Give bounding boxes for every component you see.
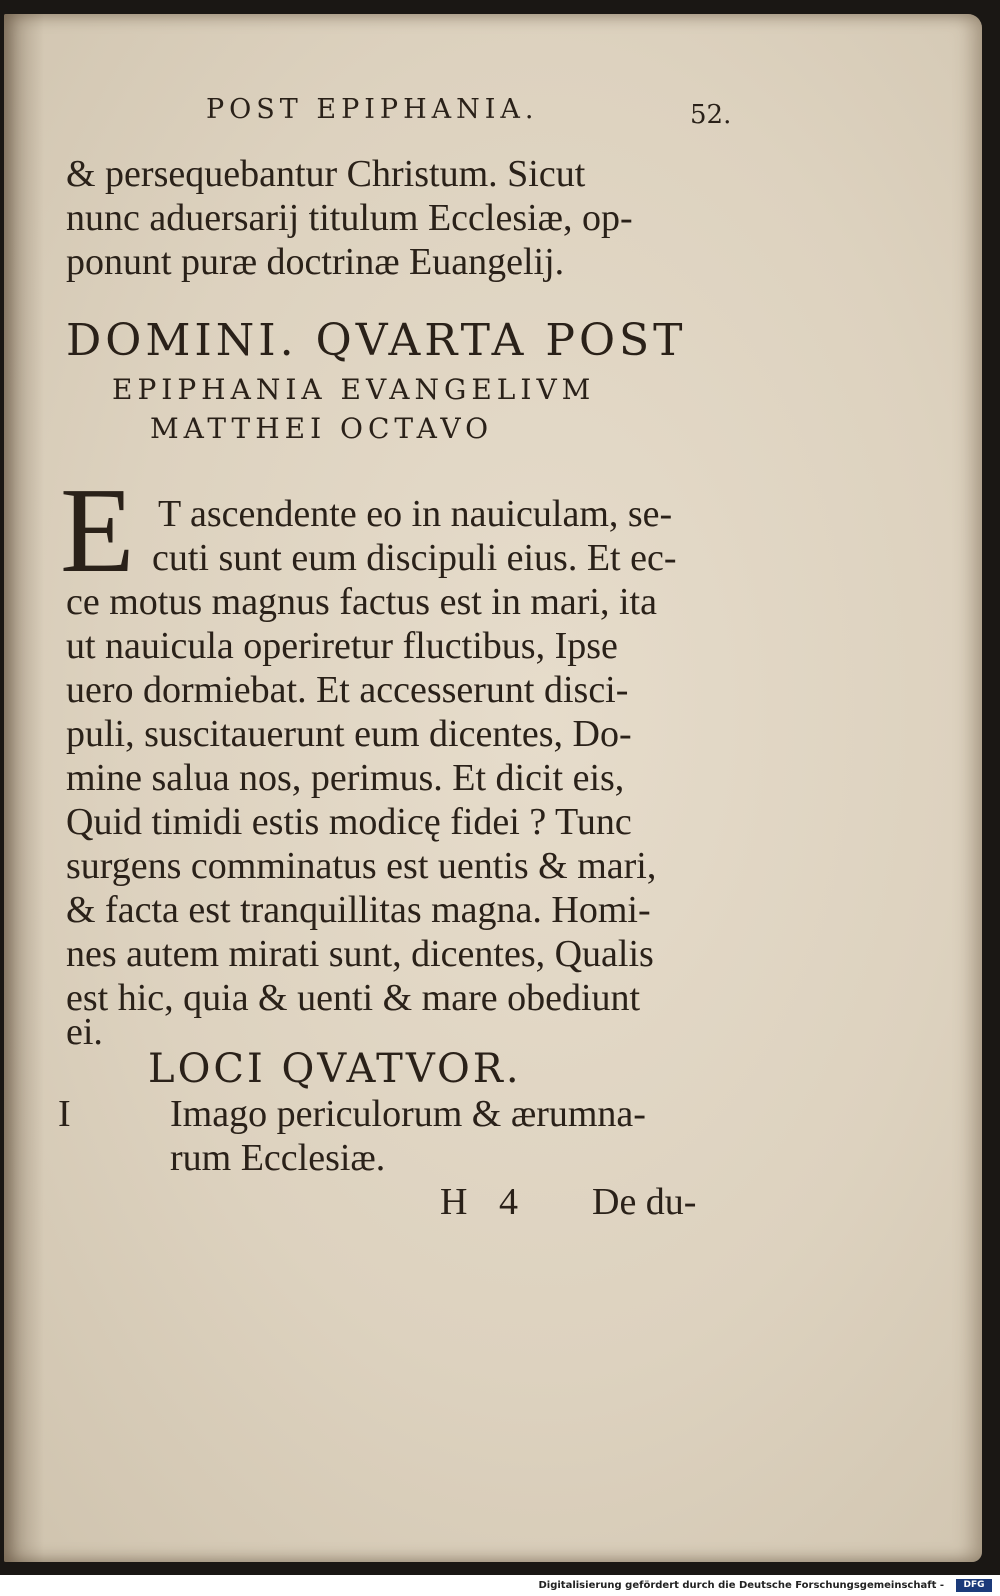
- gospel-line-9: surgens comminatus est uentis & mari,: [66, 845, 657, 887]
- loci-line-2: rum Ecclesiæ.: [170, 1137, 386, 1179]
- digitization-footer: [0, 1575, 1000, 1596]
- catchword: De du-: [592, 1181, 697, 1223]
- gospel-line-1: T ascendente eo in nauiculam, se-: [158, 493, 673, 535]
- initial-letter: E: [60, 463, 135, 598]
- intro-line-2: nunc aduersarij titulum Ecclesiæ, op-: [66, 197, 633, 239]
- dfg-logo: DFG: [956, 1579, 992, 1592]
- section-subtitle-2: MATTHEI OCTAVO: [150, 412, 494, 445]
- gospel-line-11: nes autem mirati sunt, dicentes, Qualis: [66, 933, 654, 975]
- gospel-line-12: est hic, quia & uenti & mare obediunt: [66, 977, 641, 1019]
- gospel-line-13: ei.: [66, 1011, 103, 1053]
- gospel-line-6: puli, suscitauerunt eum dicentes, Do-: [66, 713, 632, 755]
- loci-number: I: [58, 1093, 71, 1135]
- section-title: DOMINI. QVARTA POST: [66, 315, 687, 366]
- intro-line-3: ponunt puræ doctrinæ Euangelij.: [66, 241, 565, 283]
- section-subtitle-1: EPIPHANIA EVANGELIVM: [112, 373, 596, 406]
- gospel-line-7: mine salua nos, perimus. Et dicit eis,: [66, 757, 625, 799]
- gospel-line-4: ut nauicula operiretur fluctibus, Ipse: [66, 625, 618, 667]
- loci-heading: LOCI QVATVOR.: [148, 1046, 522, 1092]
- gospel-line-3: ce motus magnus factus est in mari, ita: [66, 581, 657, 623]
- gospel-line-8: Quid timidi estis modicę fidei ? Tunc: [66, 801, 632, 843]
- intro-line-1: & persequebantur Christum. Sicut: [66, 153, 586, 195]
- page-number: 52.: [690, 100, 732, 130]
- gospel-line-2: cuti sunt eum discipuli eius. Et ec-: [152, 537, 677, 579]
- loci-line-1: Imago periculorum & ærumna-: [170, 1093, 646, 1135]
- gospel-line-5: uero dormiebat. Et accesserunt disci-: [66, 669, 629, 711]
- running-head: POST EPIPHANIA.: [206, 94, 539, 125]
- gospel-line-10: & facta est tranquillitas magna. Homi-: [66, 889, 651, 931]
- signature-mark: H 4: [440, 1181, 518, 1223]
- footer-credit: Digitalisierung gefördert durch die Deutsche Forschungsgemeinschaft -: [538, 1580, 944, 1591]
